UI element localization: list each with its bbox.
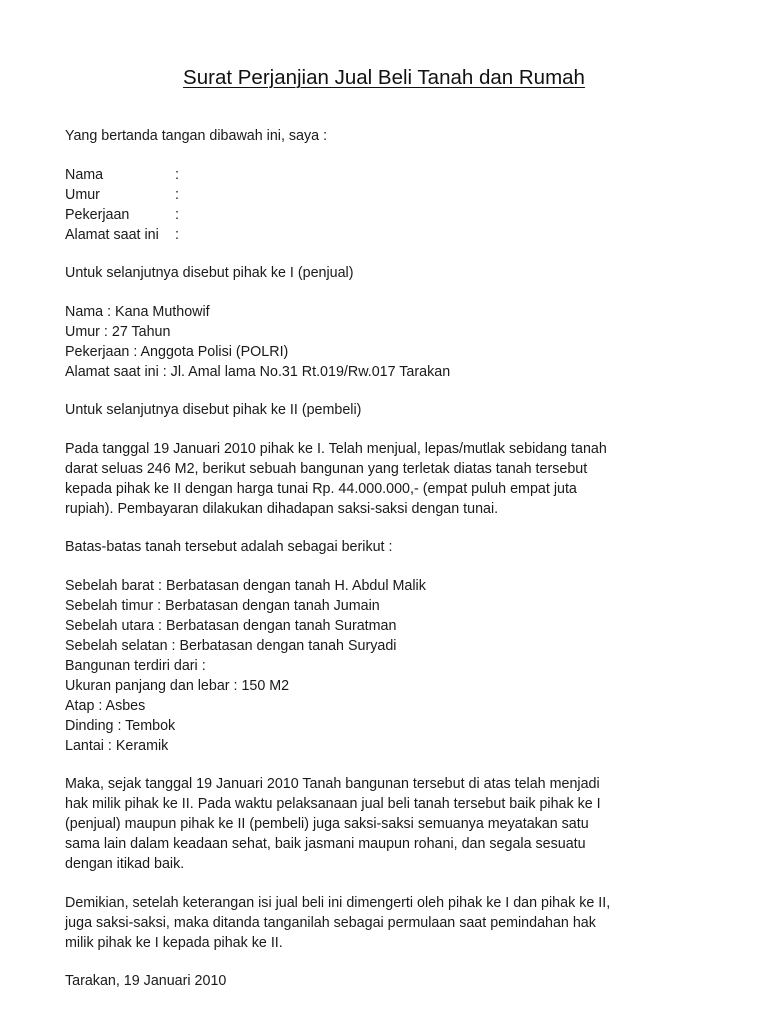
intro-text: Yang bertanda tangan dibawah ini, saya : bbox=[65, 128, 328, 144]
paragraph-line: Pada tanggal 19 Januari 2010 pihak ke I. Telah menjual, lepas/mutlak sebidang tanah bbox=[65, 440, 607, 457]
party2-line: Alamat saat ini : Jl. Amal lama No.31 Rt.019/Rw.017 Tarakan bbox=[65, 363, 451, 380]
building-item: Ukuran panjang dan lebar : 150 M2 bbox=[65, 677, 290, 694]
document-body bbox=[65, 126, 745, 991]
field-label: Nama bbox=[65, 166, 104, 183]
party1-fields bbox=[65, 165, 745, 245]
party2-line: Umur : 27 Tahun bbox=[65, 323, 171, 340]
boundaries-list bbox=[65, 576, 745, 756]
party2-line: Nama : Kana Muthowif bbox=[65, 303, 210, 320]
boundary-item: Sebelah selatan : Berbatasan dengan tanah Suryadi bbox=[65, 637, 397, 654]
paragraph-line: darat seluas 246 M2, berikut sebuah bangunan yang terletak diatas tanah tersebut bbox=[65, 460, 588, 477]
party1-field-age bbox=[65, 185, 745, 205]
paragraph-line: hak milik pihak ke II. Pada waktu pelaksanaan jual beli tanah tersebut baik pihak ke I bbox=[65, 796, 601, 812]
field-label: Alamat saat ini bbox=[65, 226, 159, 243]
party1-field-name bbox=[65, 165, 745, 185]
paragraph-line: milik pihak ke I kepada pihak ke II. bbox=[65, 934, 283, 951]
party1-field-address bbox=[65, 225, 745, 245]
paragraph-line: Maka, sejak tanggal 19 Januari 2010 Tanah bangunan tersebut di atas telah menjadi bbox=[65, 776, 600, 792]
boundary-item: Sebelah barat : Berbatasan dengan tanah H. Abdul Malik bbox=[65, 577, 426, 594]
paragraph-line: juga saksi-saksi, maka ditanda tanganilah sebagai permulaan saat pemindahan hak bbox=[65, 914, 596, 931]
field-separator: : bbox=[175, 186, 179, 203]
paragraph-line: (penjual) maupun pihak ke II (pembeli) juga saksi-saksi semuanya meyatakan satu bbox=[65, 816, 589, 832]
party2-details bbox=[65, 302, 745, 382]
building-item: Lantai : Keramik bbox=[65, 737, 169, 754]
boundary-item: Sebelah utara : Berbatasan dengan tanah Suratman bbox=[65, 617, 397, 634]
paragraph-line: Demikian, setelah keterangan isi jual beli ini dimengerti oleh pihak ke I dan pihak ke II, bbox=[65, 894, 611, 911]
boundary-item: Sebelah timur : Berbatasan dengan tanah Jumain bbox=[65, 597, 380, 614]
party2-note: Untuk selanjutnya disebut pihak ke II (pembeli) bbox=[65, 402, 362, 418]
ownership-paragraph bbox=[65, 774, 745, 874]
place-date: Tarakan, 19 Januari 2010 bbox=[65, 973, 227, 989]
boundaries-intro: Batas-batas tanah tersebut adalah sebagai berikut : bbox=[65, 539, 393, 555]
paragraph-line: rupiah). Pembayaran dilakukan dihadapan saksi-saksi dengan tunai. bbox=[65, 500, 499, 517]
field-separator: : bbox=[175, 166, 179, 183]
document-title: Surat Perjanjian Jual Beli Tanah dan Rumah bbox=[183, 66, 585, 89]
paragraph-line: sama lain dalam keadaan sehat, baik jasmani maupun rohani, dan segala sesuatu bbox=[65, 836, 586, 852]
building-item: Dinding : Tembok bbox=[65, 717, 176, 734]
field-separator: : bbox=[175, 206, 179, 223]
paragraph-line: dengan itikad baik. bbox=[65, 856, 185, 872]
party1-note: Untuk selanjutnya disebut pihak ke I (penjual) bbox=[65, 265, 354, 281]
party1-field-occupation bbox=[65, 205, 745, 225]
party2-line: Pekerjaan : Anggota Polisi (POLRI) bbox=[65, 343, 289, 360]
field-label: Umur bbox=[65, 186, 100, 203]
closing-paragraph bbox=[65, 893, 745, 953]
paragraph-line: kepada pihak ke II dengan harga tunai Rp. 44.000.000,- (empat puluh empat juta bbox=[65, 480, 577, 497]
field-label: Pekerjaan bbox=[65, 206, 130, 223]
field-separator: : bbox=[175, 226, 179, 243]
building-item: Atap : Asbes bbox=[65, 697, 146, 714]
sale-paragraph bbox=[65, 439, 745, 519]
building-item: Bangunan terdiri dari : bbox=[65, 657, 206, 674]
